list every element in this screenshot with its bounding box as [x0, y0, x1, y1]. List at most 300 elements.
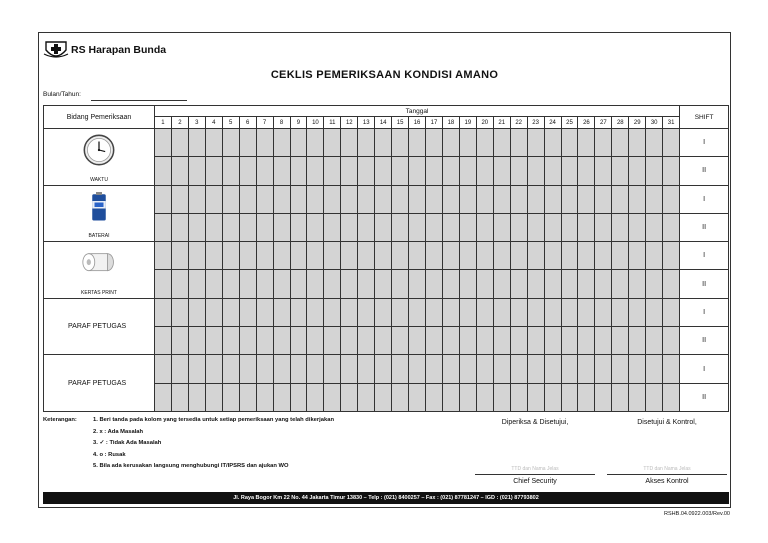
check-cell[interactable] — [510, 355, 527, 383]
check-cell[interactable] — [612, 298, 629, 326]
check-cell[interactable] — [307, 270, 324, 298]
check-cell[interactable] — [256, 213, 273, 241]
check-cell[interactable] — [324, 129, 341, 157]
check-cell[interactable] — [358, 383, 375, 411]
check-cell[interactable] — [239, 298, 256, 326]
check-cell[interactable] — [392, 185, 409, 213]
check-cell[interactable] — [324, 242, 341, 270]
check-cell[interactable] — [341, 327, 358, 355]
check-cell[interactable] — [663, 327, 680, 355]
check-cell[interactable] — [188, 242, 205, 270]
check-cell[interactable] — [510, 383, 527, 411]
check-cell[interactable] — [629, 242, 646, 270]
check-cell[interactable] — [426, 327, 443, 355]
check-cell[interactable] — [273, 327, 290, 355]
check-cell[interactable] — [595, 298, 612, 326]
check-cell[interactable] — [155, 242, 172, 270]
check-cell[interactable] — [493, 129, 510, 157]
check-cell[interactable] — [544, 185, 561, 213]
check-cell[interactable] — [307, 129, 324, 157]
check-cell[interactable] — [239, 185, 256, 213]
check-cell[interactable] — [273, 185, 290, 213]
check-cell[interactable] — [205, 213, 222, 241]
check-cell[interactable] — [324, 213, 341, 241]
check-cell[interactable] — [442, 270, 459, 298]
check-cell[interactable] — [646, 129, 663, 157]
check-cell[interactable] — [256, 157, 273, 185]
check-cell[interactable] — [256, 298, 273, 326]
check-cell[interactable] — [307, 298, 324, 326]
check-cell[interactable] — [358, 270, 375, 298]
check-cell[interactable] — [155, 298, 172, 326]
check-cell[interactable] — [595, 185, 612, 213]
check-cell[interactable] — [155, 383, 172, 411]
check-cell[interactable] — [205, 383, 222, 411]
check-cell[interactable] — [493, 298, 510, 326]
check-cell[interactable] — [171, 185, 188, 213]
check-cell[interactable] — [595, 383, 612, 411]
check-cell[interactable] — [646, 355, 663, 383]
check-cell[interactable] — [646, 270, 663, 298]
check-cell[interactable] — [459, 270, 476, 298]
check-cell[interactable] — [578, 327, 595, 355]
check-cell[interactable] — [239, 270, 256, 298]
check-cell[interactable] — [307, 185, 324, 213]
check-cell[interactable] — [155, 355, 172, 383]
check-cell[interactable] — [493, 355, 510, 383]
check-cell[interactable] — [476, 129, 493, 157]
check-cell[interactable] — [612, 355, 629, 383]
check-cell[interactable] — [544, 355, 561, 383]
check-cell[interactable] — [307, 355, 324, 383]
check-cell[interactable] — [171, 298, 188, 326]
check-cell[interactable] — [646, 157, 663, 185]
check-cell[interactable] — [510, 242, 527, 270]
check-cell[interactable] — [544, 129, 561, 157]
check-cell[interactable] — [510, 157, 527, 185]
check-cell[interactable] — [222, 355, 239, 383]
check-cell[interactable] — [205, 242, 222, 270]
check-cell[interactable] — [358, 298, 375, 326]
check-cell[interactable] — [273, 270, 290, 298]
check-cell[interactable] — [188, 383, 205, 411]
check-cell[interactable] — [426, 185, 443, 213]
check-cell[interactable] — [561, 185, 578, 213]
check-cell[interactable] — [341, 157, 358, 185]
check-cell[interactable] — [629, 383, 646, 411]
check-cell[interactable] — [256, 129, 273, 157]
check-cell[interactable] — [527, 298, 544, 326]
check-cell[interactable] — [476, 213, 493, 241]
check-cell[interactable] — [341, 383, 358, 411]
check-cell[interactable] — [629, 157, 646, 185]
check-cell[interactable] — [561, 327, 578, 355]
check-cell[interactable] — [392, 355, 409, 383]
check-cell[interactable] — [290, 185, 307, 213]
check-cell[interactable] — [222, 129, 239, 157]
check-cell[interactable] — [561, 383, 578, 411]
check-cell[interactable] — [273, 129, 290, 157]
check-cell[interactable] — [205, 129, 222, 157]
check-cell[interactable] — [409, 298, 426, 326]
check-cell[interactable] — [612, 129, 629, 157]
check-cell[interactable] — [493, 213, 510, 241]
check-cell[interactable] — [188, 157, 205, 185]
check-cell[interactable] — [222, 383, 239, 411]
check-cell[interactable] — [493, 185, 510, 213]
check-cell[interactable] — [527, 129, 544, 157]
check-cell[interactable] — [629, 298, 646, 326]
check-cell[interactable] — [544, 213, 561, 241]
check-cell[interactable] — [426, 383, 443, 411]
check-cell[interactable] — [561, 355, 578, 383]
check-cell[interactable] — [171, 383, 188, 411]
check-cell[interactable] — [459, 383, 476, 411]
check-cell[interactable] — [646, 327, 663, 355]
check-cell[interactable] — [375, 298, 392, 326]
check-cell[interactable] — [476, 157, 493, 185]
check-cell[interactable] — [222, 327, 239, 355]
check-cell[interactable] — [155, 129, 172, 157]
check-cell[interactable] — [358, 213, 375, 241]
check-cell[interactable] — [341, 242, 358, 270]
check-cell[interactable] — [561, 129, 578, 157]
check-cell[interactable] — [290, 355, 307, 383]
check-cell[interactable] — [578, 242, 595, 270]
check-cell[interactable] — [476, 298, 493, 326]
check-cell[interactable] — [256, 242, 273, 270]
check-cell[interactable] — [341, 185, 358, 213]
check-cell[interactable] — [459, 185, 476, 213]
check-cell[interactable] — [629, 213, 646, 241]
check-cell[interactable] — [459, 327, 476, 355]
check-cell[interactable] — [527, 383, 544, 411]
check-cell[interactable] — [476, 327, 493, 355]
check-cell[interactable] — [578, 129, 595, 157]
check-cell[interactable] — [426, 298, 443, 326]
check-cell[interactable] — [459, 213, 476, 241]
check-cell[interactable] — [188, 270, 205, 298]
check-cell[interactable] — [612, 157, 629, 185]
check-cell[interactable] — [663, 242, 680, 270]
check-cell[interactable] — [392, 157, 409, 185]
check-cell[interactable] — [392, 383, 409, 411]
check-cell[interactable] — [171, 270, 188, 298]
check-cell[interactable] — [307, 213, 324, 241]
check-cell[interactable] — [595, 327, 612, 355]
check-cell[interactable] — [629, 185, 646, 213]
check-cell[interactable] — [578, 213, 595, 241]
check-cell[interactable] — [188, 213, 205, 241]
check-cell[interactable] — [493, 157, 510, 185]
check-cell[interactable] — [663, 383, 680, 411]
check-cell[interactable] — [324, 185, 341, 213]
check-cell[interactable] — [612, 242, 629, 270]
check-cell[interactable] — [646, 185, 663, 213]
check-cell[interactable] — [578, 185, 595, 213]
check-cell[interactable] — [222, 157, 239, 185]
check-cell[interactable] — [476, 383, 493, 411]
check-cell[interactable] — [595, 242, 612, 270]
check-cell[interactable] — [222, 213, 239, 241]
check-cell[interactable] — [493, 242, 510, 270]
check-cell[interactable] — [341, 270, 358, 298]
checked-signature-line[interactable] — [475, 474, 595, 475]
approved-signature-line[interactable] — [607, 474, 727, 475]
check-cell[interactable] — [612, 383, 629, 411]
check-cell[interactable] — [307, 383, 324, 411]
check-cell[interactable] — [561, 270, 578, 298]
check-cell[interactable] — [459, 355, 476, 383]
check-cell[interactable] — [358, 157, 375, 185]
check-cell[interactable] — [392, 270, 409, 298]
check-cell[interactable] — [205, 185, 222, 213]
check-cell[interactable] — [290, 298, 307, 326]
check-cell[interactable] — [595, 129, 612, 157]
check-cell[interactable] — [544, 298, 561, 326]
check-cell[interactable] — [442, 327, 459, 355]
check-cell[interactable] — [459, 298, 476, 326]
check-cell[interactable] — [459, 129, 476, 157]
check-cell[interactable] — [561, 157, 578, 185]
check-cell[interactable] — [358, 242, 375, 270]
check-cell[interactable] — [595, 270, 612, 298]
check-cell[interactable] — [239, 327, 256, 355]
check-cell[interactable] — [324, 157, 341, 185]
check-cell[interactable] — [493, 383, 510, 411]
check-cell[interactable] — [663, 298, 680, 326]
check-cell[interactable] — [171, 327, 188, 355]
check-cell[interactable] — [442, 355, 459, 383]
check-cell[interactable] — [256, 185, 273, 213]
check-cell[interactable] — [612, 270, 629, 298]
check-cell[interactable] — [578, 270, 595, 298]
check-cell[interactable] — [629, 129, 646, 157]
check-cell[interactable] — [222, 242, 239, 270]
check-cell[interactable] — [409, 213, 426, 241]
check-cell[interactable] — [256, 355, 273, 383]
check-cell[interactable] — [442, 242, 459, 270]
check-cell[interactable] — [290, 157, 307, 185]
check-cell[interactable] — [442, 157, 459, 185]
check-cell[interactable] — [561, 298, 578, 326]
check-cell[interactable] — [205, 157, 222, 185]
check-cell[interactable] — [409, 270, 426, 298]
check-cell[interactable] — [629, 270, 646, 298]
check-cell[interactable] — [222, 270, 239, 298]
check-cell[interactable] — [188, 185, 205, 213]
check-cell[interactable] — [273, 157, 290, 185]
check-cell[interactable] — [155, 185, 172, 213]
check-cell[interactable] — [663, 355, 680, 383]
check-cell[interactable] — [409, 157, 426, 185]
check-cell[interactable] — [392, 242, 409, 270]
check-cell[interactable] — [544, 270, 561, 298]
check-cell[interactable] — [273, 242, 290, 270]
check-cell[interactable] — [544, 157, 561, 185]
check-cell[interactable] — [375, 327, 392, 355]
check-cell[interactable] — [324, 383, 341, 411]
check-cell[interactable] — [409, 327, 426, 355]
check-cell[interactable] — [409, 185, 426, 213]
check-cell[interactable] — [290, 327, 307, 355]
check-cell[interactable] — [205, 327, 222, 355]
check-cell[interactable] — [527, 270, 544, 298]
check-cell[interactable] — [324, 270, 341, 298]
check-cell[interactable] — [527, 157, 544, 185]
check-cell[interactable] — [188, 355, 205, 383]
check-cell[interactable] — [510, 185, 527, 213]
check-cell[interactable] — [527, 327, 544, 355]
check-cell[interactable] — [290, 383, 307, 411]
check-cell[interactable] — [239, 383, 256, 411]
check-cell[interactable] — [663, 270, 680, 298]
check-cell[interactable] — [442, 185, 459, 213]
check-cell[interactable] — [239, 157, 256, 185]
check-cell[interactable] — [171, 213, 188, 241]
check-cell[interactable] — [646, 383, 663, 411]
check-cell[interactable] — [561, 242, 578, 270]
check-cell[interactable] — [646, 242, 663, 270]
check-cell[interactable] — [324, 298, 341, 326]
period-field-line[interactable] — [91, 100, 187, 101]
check-cell[interactable] — [527, 355, 544, 383]
check-cell[interactable] — [222, 298, 239, 326]
check-cell[interactable] — [239, 242, 256, 270]
check-cell[interactable] — [476, 270, 493, 298]
check-cell[interactable] — [290, 129, 307, 157]
check-cell[interactable] — [341, 213, 358, 241]
check-cell[interactable] — [392, 213, 409, 241]
check-cell[interactable] — [171, 157, 188, 185]
check-cell[interactable] — [646, 298, 663, 326]
check-cell[interactable] — [256, 270, 273, 298]
check-cell[interactable] — [544, 383, 561, 411]
check-cell[interactable] — [155, 213, 172, 241]
check-cell[interactable] — [578, 157, 595, 185]
check-cell[interactable] — [188, 298, 205, 326]
check-cell[interactable] — [171, 355, 188, 383]
check-cell[interactable] — [476, 185, 493, 213]
check-cell[interactable] — [205, 270, 222, 298]
check-cell[interactable] — [358, 327, 375, 355]
check-cell[interactable] — [442, 129, 459, 157]
check-cell[interactable] — [239, 355, 256, 383]
check-cell[interactable] — [527, 185, 544, 213]
check-cell[interactable] — [426, 242, 443, 270]
check-cell[interactable] — [358, 185, 375, 213]
check-cell[interactable] — [392, 298, 409, 326]
check-cell[interactable] — [510, 213, 527, 241]
check-cell[interactable] — [663, 129, 680, 157]
check-cell[interactable] — [205, 298, 222, 326]
check-cell[interactable] — [663, 157, 680, 185]
check-cell[interactable] — [527, 213, 544, 241]
check-cell[interactable] — [307, 242, 324, 270]
check-cell[interactable] — [324, 355, 341, 383]
check-cell[interactable] — [442, 298, 459, 326]
check-cell[interactable] — [493, 327, 510, 355]
check-cell[interactable] — [426, 213, 443, 241]
check-cell[interactable] — [171, 129, 188, 157]
check-cell[interactable] — [561, 213, 578, 241]
check-cell[interactable] — [646, 213, 663, 241]
check-cell[interactable] — [375, 129, 392, 157]
check-cell[interactable] — [663, 213, 680, 241]
check-cell[interactable] — [358, 129, 375, 157]
check-cell[interactable] — [375, 355, 392, 383]
check-cell[interactable] — [155, 157, 172, 185]
check-cell[interactable] — [663, 185, 680, 213]
check-cell[interactable] — [375, 213, 392, 241]
check-cell[interactable] — [375, 270, 392, 298]
check-cell[interactable] — [273, 213, 290, 241]
check-cell[interactable] — [578, 355, 595, 383]
check-cell[interactable] — [426, 129, 443, 157]
check-cell[interactable] — [409, 242, 426, 270]
check-cell[interactable] — [358, 355, 375, 383]
check-cell[interactable] — [341, 298, 358, 326]
check-cell[interactable] — [256, 383, 273, 411]
check-cell[interactable] — [578, 298, 595, 326]
check-cell[interactable] — [544, 242, 561, 270]
check-cell[interactable] — [510, 129, 527, 157]
check-cell[interactable] — [256, 327, 273, 355]
check-cell[interactable] — [578, 383, 595, 411]
check-cell[interactable] — [493, 270, 510, 298]
check-cell[interactable] — [273, 298, 290, 326]
check-cell[interactable] — [341, 355, 358, 383]
check-cell[interactable] — [527, 242, 544, 270]
check-cell[interactable] — [290, 242, 307, 270]
check-cell[interactable] — [426, 157, 443, 185]
check-cell[interactable] — [188, 129, 205, 157]
check-cell[interactable] — [155, 270, 172, 298]
check-cell[interactable] — [375, 242, 392, 270]
check-cell[interactable] — [612, 213, 629, 241]
check-cell[interactable] — [392, 129, 409, 157]
check-cell[interactable] — [290, 213, 307, 241]
check-cell[interactable] — [290, 270, 307, 298]
check-cell[interactable] — [409, 355, 426, 383]
check-cell[interactable] — [426, 355, 443, 383]
check-cell[interactable] — [629, 327, 646, 355]
check-cell[interactable] — [155, 327, 172, 355]
check-cell[interactable] — [239, 129, 256, 157]
check-cell[interactable] — [273, 383, 290, 411]
check-cell[interactable] — [595, 213, 612, 241]
check-cell[interactable] — [510, 327, 527, 355]
check-cell[interactable] — [392, 327, 409, 355]
check-cell[interactable] — [324, 327, 341, 355]
check-cell[interactable] — [629, 355, 646, 383]
check-cell[interactable] — [375, 383, 392, 411]
check-cell[interactable] — [409, 383, 426, 411]
check-cell[interactable] — [612, 327, 629, 355]
check-cell[interactable] — [544, 327, 561, 355]
check-cell[interactable] — [442, 213, 459, 241]
check-cell[interactable] — [409, 129, 426, 157]
check-cell[interactable] — [273, 355, 290, 383]
check-cell[interactable] — [510, 270, 527, 298]
check-cell[interactable] — [476, 242, 493, 270]
check-cell[interactable] — [341, 129, 358, 157]
check-cell[interactable] — [307, 157, 324, 185]
check-cell[interactable] — [459, 242, 476, 270]
check-cell[interactable] — [188, 327, 205, 355]
check-cell[interactable] — [205, 355, 222, 383]
check-cell[interactable] — [239, 213, 256, 241]
